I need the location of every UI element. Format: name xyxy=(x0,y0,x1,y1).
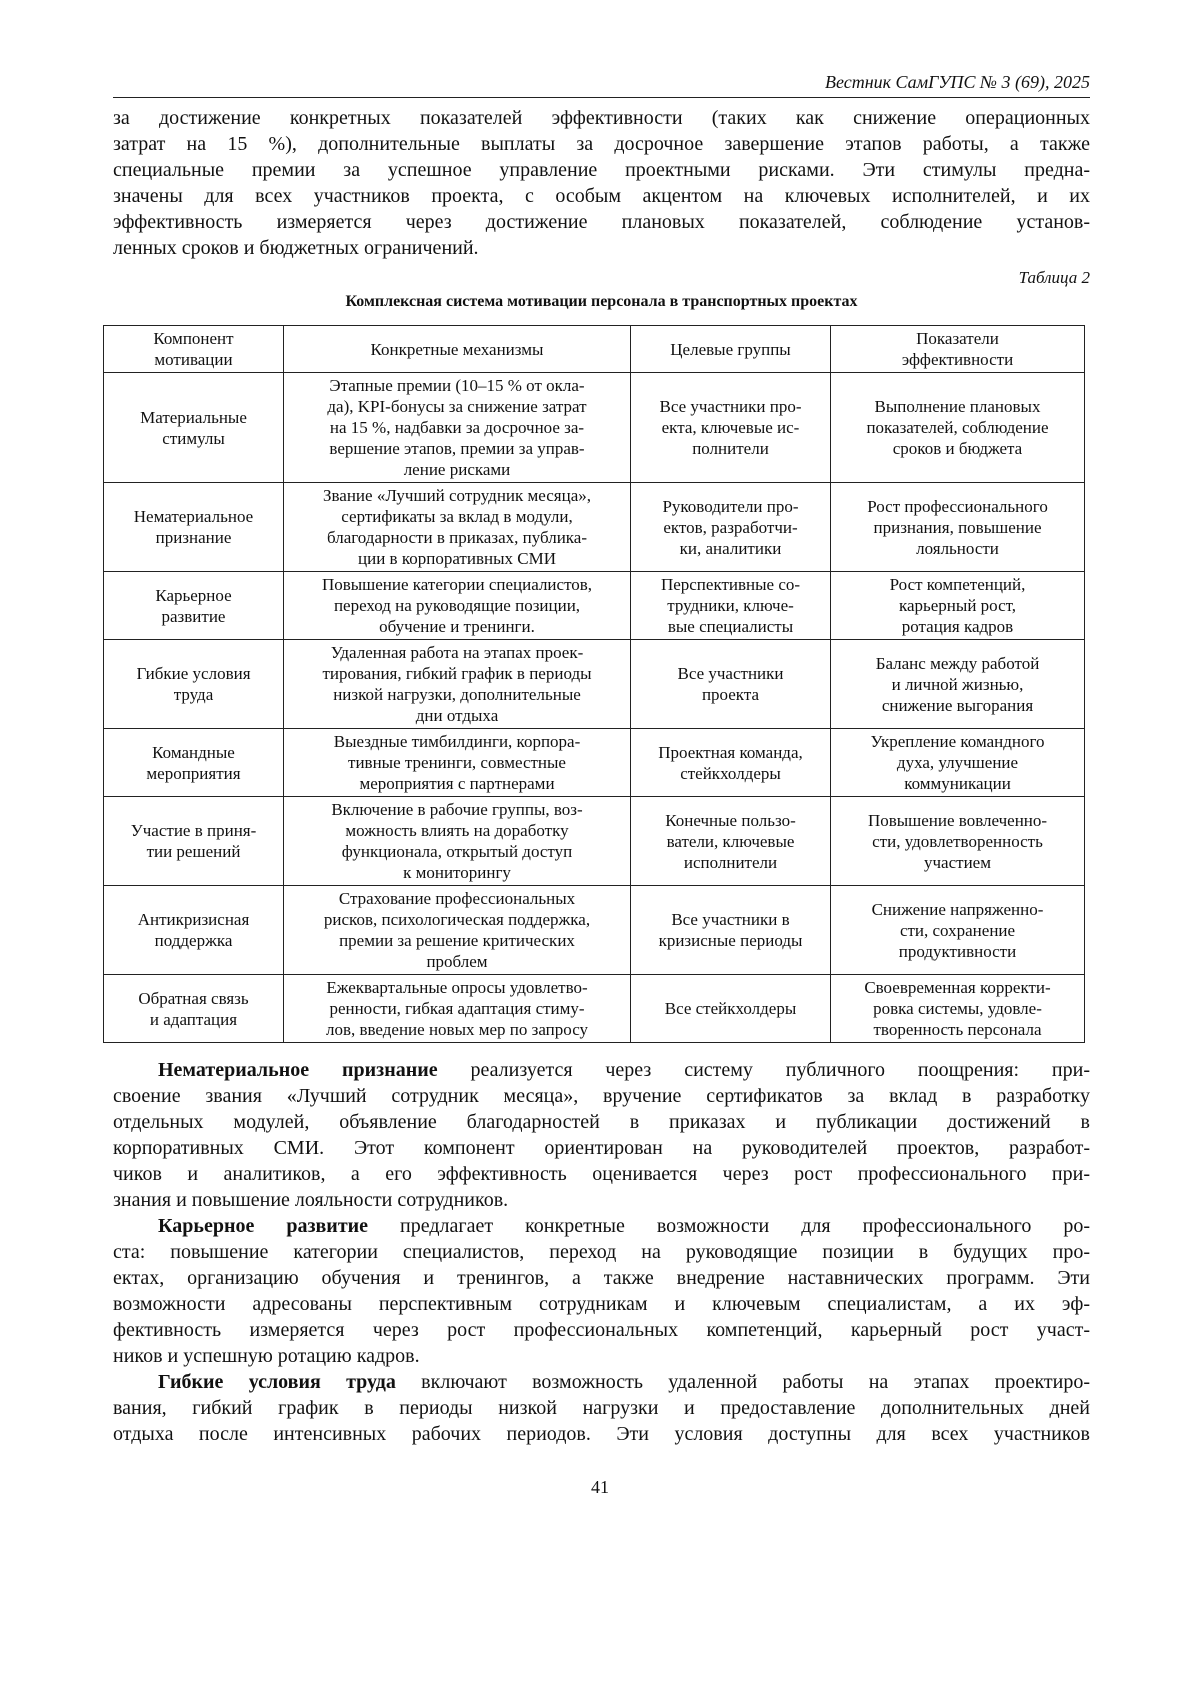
table-row xyxy=(104,373,1085,483)
text-line: ста: повышение категории специалистов, переход на руководящие позиции в будущих про- xyxy=(113,1241,1090,1263)
table-cell: Все участники про- екта, ключевые ис- полнители xyxy=(631,373,831,483)
text-line: чиков и аналитиков, а его эффективность оценивается через рост профессионального при- xyxy=(113,1163,1090,1185)
text-line: ектах, организацию обучения и тренингов, а также внедрение наставнических программ. Эти xyxy=(113,1267,1090,1289)
table-cell: Перспективные со- трудники, ключе- вые специалисты xyxy=(631,572,831,640)
body-text xyxy=(113,1057,1090,1447)
body-paragraph xyxy=(113,1369,1090,1447)
text-line: значены для всех участников проекта, с особым акцентом на ключевых исполнителей, и их xyxy=(113,185,1090,207)
table-cell: Все участники проекта xyxy=(631,640,831,729)
column-header: Целевые группы xyxy=(631,326,831,373)
column-header: Компонент мотивации xyxy=(104,326,284,373)
table-cell: Звание «Лучший сотрудник месяца», сертификаты за вклад в модули, благодарности в приказах, публика- ции в корпоративных СМИ xyxy=(284,483,631,572)
text-line xyxy=(113,1369,1090,1395)
paragraph-lead: Гибкие условия труда xyxy=(158,1371,396,1393)
table-cell: Обратная связь и адаптация xyxy=(104,975,284,1043)
table-row xyxy=(104,886,1085,975)
paragraph-lead: Нематериальное признание xyxy=(158,1059,438,1081)
column-header: Показатели эффективности xyxy=(831,326,1085,373)
text-line: затрат на 15 %), дополнительные выплаты за досрочное завершение этапов работы, а также xyxy=(113,133,1090,155)
page-content xyxy=(113,105,1090,1447)
table-cell: Конечные пользо- ватели, ключевые исполнители xyxy=(631,797,831,886)
text-fragment: реализуется через систему публичного поощрения: при- xyxy=(437,1059,1090,1081)
table-cell: Командные мероприятия xyxy=(104,729,284,797)
text-line xyxy=(113,1213,1090,1239)
text-fragment: включают возможность удаленной работы на этапах проектиро- xyxy=(395,1371,1090,1393)
table-cell: Включение в рабочие группы, воз- можность влиять на доработку функционала, открытый доступ к мониторингу xyxy=(284,797,631,886)
table-title: Комплексная система мотивации персонала в транспортных проектах xyxy=(345,293,858,310)
column-header: Конкретные механизмы xyxy=(284,326,631,373)
table-cell: Нематериальное признание xyxy=(104,483,284,572)
table-cell: Снижение напряженно- сти, сохранение продуктивности xyxy=(831,886,1085,975)
table-caption: Таблица 2 xyxy=(1018,268,1090,287)
table-header-row xyxy=(104,326,1085,373)
table-cell: Гибкие условия труда xyxy=(104,640,284,729)
table-cell: Материальные стимулы xyxy=(104,373,284,483)
table-cell: Проектная команда, стейкхолдеры xyxy=(631,729,831,797)
table-cell: Повышение вовлеченно- сти, удовлетворенность участием xyxy=(831,797,1085,886)
text-line: своение звания «Лучший сотрудник месяца», вручение сертификатов за вклад в разработку xyxy=(113,1085,1090,1107)
text-fragment: предлагает конкретные возможности для профессионального ро- xyxy=(368,1215,1091,1237)
table-row xyxy=(104,483,1085,572)
table-cell: Карьерное развитие xyxy=(104,572,284,640)
body-paragraph xyxy=(113,1057,1090,1213)
paragraph-lead: Карьерное развитие xyxy=(158,1215,369,1237)
journal-header: Вестник СамГУПС № 3 (69), 2025 xyxy=(824,72,1090,92)
table-cell: Страхование профессиональных рисков, психологическая поддержка, премии за решение критических проблем xyxy=(284,886,631,975)
table-cell: Этапные премии (10–15 % от окла- да), KPI-бонусы за снижение затрат на 15 %, надбавки за досрочное за- вершение этапов, премии за управ- ление рисками xyxy=(284,373,631,483)
table-row xyxy=(104,975,1085,1043)
page-number: 41 xyxy=(591,1477,609,1497)
table-cell: Ежеквартальные опросы удовлетво- ренности, гибкая адаптация стиму- лов, введение новых мер по запросу xyxy=(284,975,631,1043)
table-cell: Повышение категории специалистов, переход на руководящие позиции, обучение и тренинги. xyxy=(284,572,631,640)
text-line: за достижение конкретных показателей эффективности (таких как снижение операционных xyxy=(113,107,1090,129)
table-cell: Все стейкхолдеры xyxy=(631,975,831,1043)
table-cell: Все участники в кризисные периоды xyxy=(631,886,831,975)
text-line: отдельных модулей, объявление благодарностей в приказах и публикации достижений в xyxy=(113,1111,1090,1133)
text-line: корпоративных СМИ. Этот компонент ориентирован на руководителей проектов, разработ- xyxy=(113,1137,1090,1159)
table-row xyxy=(104,729,1085,797)
text-line: знания и повышение лояльности сотрудников. xyxy=(113,1189,509,1211)
text-line: ников и успешную ротацию кадров. xyxy=(113,1345,420,1367)
table-cell: Выполнение плановых показателей, соблюдение сроков и бюджета xyxy=(831,373,1085,483)
table-cell: Антикризисная поддержка xyxy=(104,886,284,975)
table-row xyxy=(104,572,1085,640)
table-cell: Выездные тимбилдинги, корпора- тивные тренинги, совместные мероприятия с партнерами xyxy=(284,729,631,797)
table-row xyxy=(104,797,1085,886)
text-line: эффективность измеряется через достижение плановых показателей, соблюдение установ- xyxy=(113,211,1090,233)
table-cell: Рост компетенций, карьерный рост, ротация кадров xyxy=(831,572,1085,640)
text-line: возможности адресованы перспективным сотрудникам и ключевым специалистам, а их эф- xyxy=(113,1293,1090,1315)
text-line xyxy=(113,1057,1090,1083)
header-divider xyxy=(113,97,1090,98)
table-cell: Руководители про- ектов, разработчи- ки, аналитики xyxy=(631,483,831,572)
table-cell: Рост профессионального признания, повышение лояльности xyxy=(831,483,1085,572)
text-line: ленных сроков и бюджетных ограничений. xyxy=(113,237,479,259)
table-cell: Участие в приня- тии решений xyxy=(104,797,284,886)
table-row xyxy=(104,640,1085,729)
text-line: отдыха после интенсивных рабочих периодов. Эти условия доступны для всех участников xyxy=(113,1423,1090,1445)
body-paragraph xyxy=(113,1213,1090,1369)
intro-paragraph xyxy=(113,105,1090,261)
table-cell: Своевременная корректи- ровка системы, удовле- творенность персонала xyxy=(831,975,1085,1043)
table-cell: Удаленная работа на этапах проек- тирования, гибкий график в периоды низкой нагрузки, дополнительные дни отдыха xyxy=(284,640,631,729)
table-cell: Укрепление командного духа, улучшение коммуникации xyxy=(831,729,1085,797)
text-line: вания, гибкий график в периоды низкой нагрузки и предоставление дополнительных дней xyxy=(113,1397,1090,1419)
motivation-table xyxy=(103,325,1085,1043)
table-cell: Баланс между работой и личной жизнью, снижение выгорания xyxy=(831,640,1085,729)
text-line: специальные премии за успешное управление проектными рисками. Эти стимулы предна- xyxy=(113,159,1090,181)
text-line: фективность измеряется через рост профессиональных компетенций, карьерный рост участ- xyxy=(113,1319,1090,1341)
